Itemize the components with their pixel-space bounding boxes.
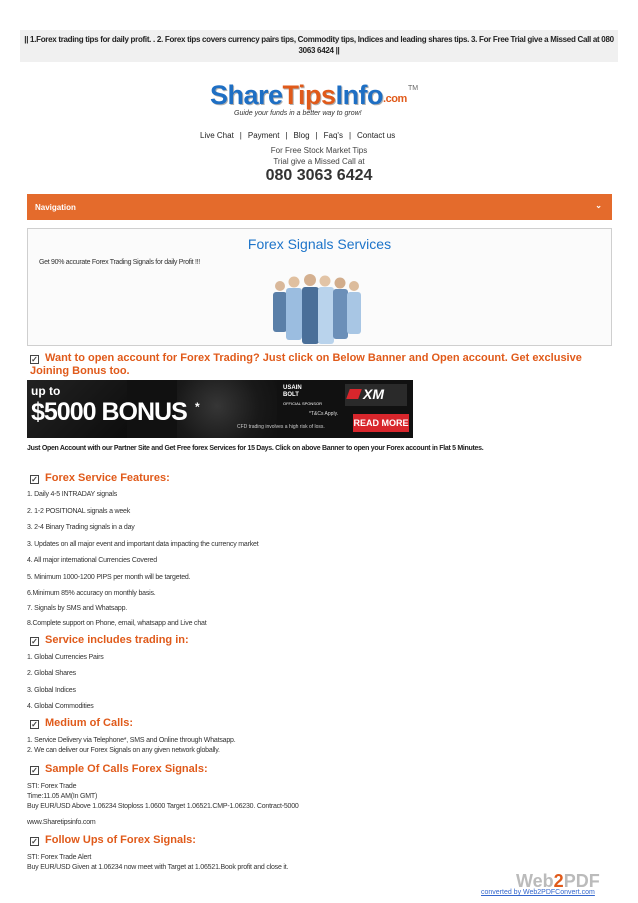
banner-usain-bolt: USAIN BOLT bbox=[283, 385, 302, 398]
sample-line: Buy EUR/USD Above 1.06234 Stoploss 1.0600 Target 1.06521.CMP-1.06230. Contract-5000 bbox=[27, 803, 299, 810]
nav-separator: | bbox=[315, 131, 318, 140]
open-account-heading bbox=[30, 352, 590, 378]
checkbox-icon: ✓ bbox=[31, 475, 38, 484]
followups-heading: ✓ Follow Ups of Forex Signals: bbox=[31, 834, 196, 846]
nav-payment[interactable]: Payment bbox=[247, 131, 280, 140]
checkbox-icon: ✓ bbox=[31, 637, 38, 646]
promo-line-1: For Free Stock Market Tips bbox=[270, 146, 368, 155]
trading-item: 2. Global Shares bbox=[27, 670, 76, 677]
web2pdf-logo: Web2PDF bbox=[516, 871, 600, 891]
checkbox-icon: ✓ bbox=[31, 720, 38, 729]
logo-wordmark: ShareTipsInfo.com bbox=[210, 80, 407, 110]
feature-item: 7. Signals by SMS and Whatsapp. bbox=[27, 605, 128, 612]
nav-separator: | bbox=[239, 131, 242, 140]
services-title: Forex Signals Services bbox=[247, 236, 392, 252]
banner-asterisk: * bbox=[195, 400, 200, 414]
open-account-heading-text: Want to open account for Forex Trading? Just click on Below Banner and Open account. Get exclusive Joining Bonus too. bbox=[30, 352, 582, 377]
feature-item: 8.Complete support on Phone, email, whatsapp and Live chat bbox=[27, 620, 207, 627]
feature-item: 3. 2-4 Binary Trading signals in a day bbox=[27, 524, 135, 531]
trademark-label: TM bbox=[408, 85, 419, 92]
banner-risk-warning: CFD trading involves a high risk of loss. bbox=[237, 424, 325, 430]
site-logo[interactable] bbox=[210, 80, 430, 120]
logo-tagline: Guide your funds in a better way to grow! bbox=[234, 110, 362, 117]
features-heading: ✓ Forex Service Features: bbox=[31, 472, 170, 484]
business-team-image bbox=[262, 272, 370, 344]
banner-terms: *T&Cs Apply. bbox=[309, 411, 339, 417]
trading-item: 4. Global Commodities bbox=[27, 703, 94, 710]
feature-item: 4. All major international Currencies Covered bbox=[27, 557, 157, 564]
xm-logo bbox=[345, 384, 407, 406]
nav-separator: | bbox=[285, 131, 288, 140]
sample-heading: ✓ Sample Of Calls Forex Signals: bbox=[31, 763, 208, 775]
medium-item: 2. We can deliver our Forex Signals on any given network globally. bbox=[27, 747, 220, 754]
medium-item: 1. Service Delivery via Telephone*, SMS and Online through Whatsapp. bbox=[27, 737, 236, 744]
banner-bonus: $5000 BONUS bbox=[31, 398, 187, 426]
phone-number[interactable]: 080 3063 6424 bbox=[265, 167, 373, 184]
services-subtitle: Get 90% accurate Forex Trading Signals for daily Profit !!! bbox=[39, 259, 200, 266]
nav-blog[interactable]: Blog bbox=[293, 131, 310, 140]
nav-contact-us[interactable]: Contact us bbox=[357, 131, 396, 140]
sample-line: Time:11.05 AM(In GMT) bbox=[27, 793, 98, 800]
feature-item: 2. 1-2 POSITIONAL signals a week bbox=[27, 508, 131, 515]
checkbox-icon: ✓ bbox=[31, 837, 38, 846]
banner-official-sponsor: OFFICIAL SPONSOR bbox=[283, 401, 322, 406]
checkbox-icon: ✓ bbox=[31, 766, 38, 775]
converted-by-link[interactable]: converted by Web2PDFConvert.com bbox=[481, 889, 595, 896]
checkbox-icon: ✓ bbox=[31, 355, 38, 364]
xm-logo-icon bbox=[346, 389, 362, 399]
nav-live-chat[interactable]: Live Chat bbox=[200, 131, 234, 140]
followup-line: STI: Forex Trade Alert bbox=[27, 854, 92, 861]
nav-separator: | bbox=[348, 131, 352, 140]
medium-heading: ✓ Medium of Calls: bbox=[31, 717, 134, 729]
sample-line: STI: Forex Trade bbox=[27, 783, 77, 790]
top-ticker: || 1.Forex trading tips for daily profit. . 2. Forex tips covers currency pairs tips, Commodity tips, Indices and leading shares tips. 3. For Free Trial give a Missed Call at 080 3063 6424 || bbox=[20, 30, 618, 62]
navigation-bar[interactable] bbox=[27, 194, 612, 220]
feature-item: 3. Updates on all major event and important data impacting the currency market bbox=[27, 541, 259, 548]
read-more-button[interactable]: READ MORE bbox=[353, 414, 409, 432]
promo-line-2: Trial give a Missed Call at bbox=[273, 157, 365, 166]
chevron-down-icon[interactable]: ⌄ bbox=[595, 201, 602, 210]
followup-line: Buy EUR/USD Given at 1.06234 now meet with Target at 1.06521.Book profit and close it. bbox=[27, 864, 289, 871]
trading-in-heading: ✓ Service includes trading in: bbox=[31, 634, 189, 646]
open-account-note: Just Open Account with our Partner Site and Get Free forex Services for 15 Days. Click on above Banner to open your Forex account in Flat 5 Minutes. bbox=[27, 445, 484, 452]
feature-item: 6.Minimum 85% accuracy on monthly basis. bbox=[27, 590, 156, 597]
trading-item: 3. Global Indices bbox=[27, 687, 76, 694]
nav-faqs[interactable]: Faq's bbox=[323, 131, 343, 140]
feature-item: 5. Minimum 1000-1200 PIPS per month will be targeted. bbox=[27, 574, 191, 581]
top-nav bbox=[200, 131, 440, 140]
navigation-label: Navigation bbox=[35, 203, 76, 212]
xm-logo-text: XM bbox=[363, 386, 384, 402]
xm-bonus-banner[interactable] bbox=[27, 380, 413, 438]
banner-upto: up to bbox=[31, 384, 61, 398]
trading-item: 1. Global Currencies Pairs bbox=[27, 654, 104, 661]
site-link[interactable]: www.Sharetipsinfo.com bbox=[27, 819, 96, 826]
feature-item: 1. Daily 4-5 INTRADAY signals bbox=[27, 491, 118, 498]
